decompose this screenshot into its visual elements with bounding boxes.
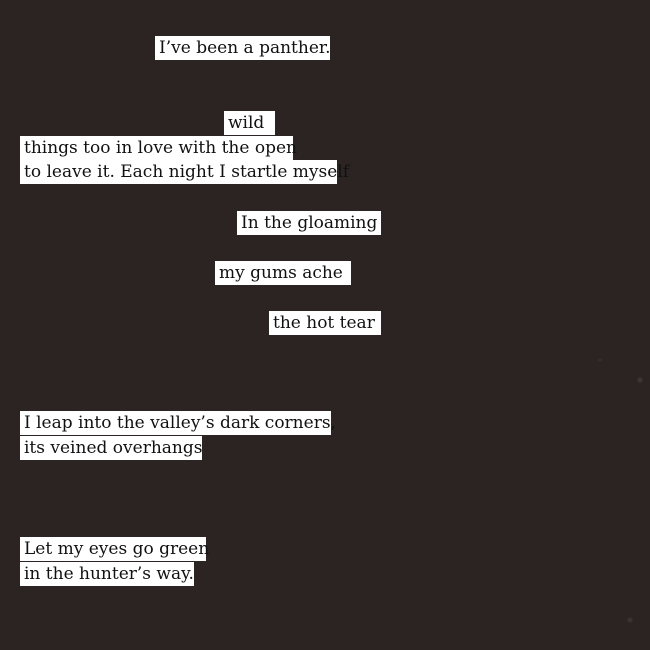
poem-line: to leave it. Each night I startle myself	[20, 160, 337, 184]
poem-line: the hot tear	[269, 311, 381, 335]
poem-line: things too in love with the open	[20, 136, 293, 160]
poem-line: I leap into the valley’s dark corners,	[20, 411, 331, 435]
poem-line: its veined overhangs	[20, 436, 202, 460]
poem-line: in the hunter’s way.	[20, 562, 194, 586]
poem-line: In the gloaming	[237, 211, 381, 235]
poem-line: I’ve been a panther.	[155, 36, 330, 60]
poem-line: my gums ache	[215, 261, 351, 285]
poem-line: Let my eyes go green	[20, 537, 206, 561]
poem-line: wild	[224, 111, 275, 135]
